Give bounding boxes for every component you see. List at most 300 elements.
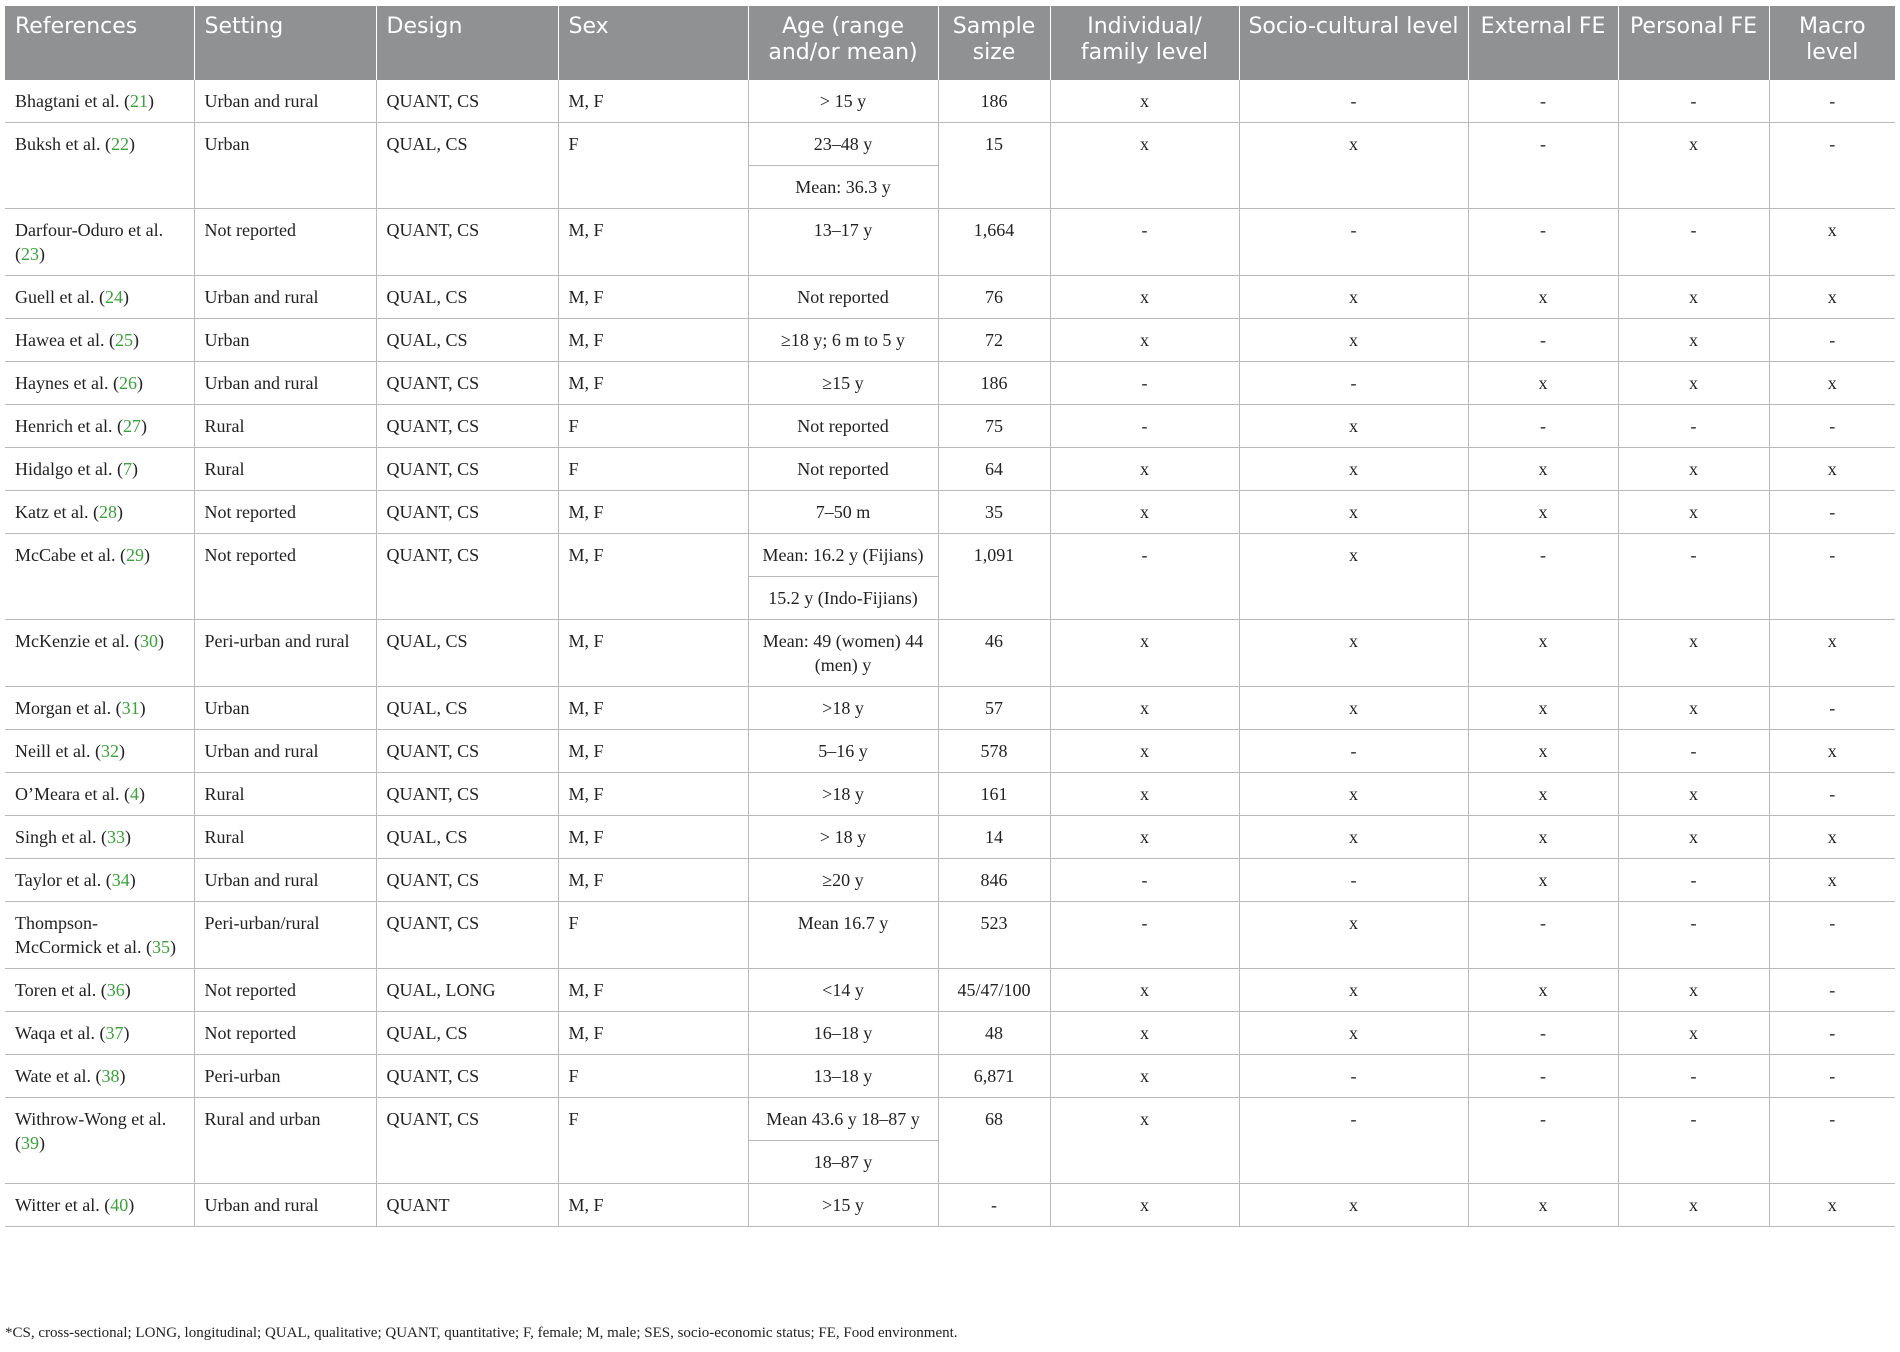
socio-cultural-level-cell: - [1239,1055,1468,1098]
table-row [5,448,1895,491]
sex-cell: F [558,123,748,209]
sex-cell: M, F [558,1012,748,1055]
personal-fe-cell: x [1618,276,1769,319]
personal-fe-cell: x [1618,1012,1769,1055]
sex-cell: M, F [558,491,748,534]
setting-cell: Rural [194,448,376,491]
sex-cell: F [558,405,748,448]
age-value: Mean 16.7 y [797,913,889,933]
setting-cell: Rural and urban [194,1098,376,1184]
sample-size-cell: 186 [938,80,1050,123]
personal-fe-cell: - [1618,80,1769,123]
sex-cell: M, F [558,319,748,362]
sex-cell: M, F [558,534,748,620]
individual-family-level-cell: x [1050,276,1239,319]
setting-cell: Urban [194,319,376,362]
table-row [5,80,1895,123]
table-row [5,1055,1895,1098]
reference-number-link[interactable]: 32 [100,741,119,761]
external-fe-cell: - [1468,902,1618,969]
reference-author: Waqa et al. [15,1023,96,1043]
macro-level-cell: x [1769,209,1895,276]
design-cell: QUANT, CS [376,405,558,448]
individual-family-level-cell: x [1050,448,1239,491]
reference-author: O’Meara et al. [15,784,120,804]
reference-author: Guell et al. [15,287,95,307]
reference-number-link[interactable]: 28 [98,502,117,522]
individual-family-level-cell: - [1050,209,1239,276]
age-value: >18 y [822,784,864,804]
table-container [5,6,1895,1227]
sample-size-cell: 68 [938,1098,1050,1184]
sample-size-cell: - [938,1184,1050,1227]
col-header-age: Age (range and/or mean) [748,6,938,80]
setting-cell: Not reported [194,209,376,276]
col-header-references: References [5,6,194,80]
socio-cultural-level-cell: - [1239,362,1468,405]
reference-number-link[interactable]: 35 [151,937,170,957]
reference-cell: Wate et al. (38) [5,1055,194,1098]
age-value: Mean: 36.3 y [749,165,938,208]
age-value: 13–18 y [813,1066,873,1086]
external-fe-cell: - [1468,1055,1618,1098]
design-cell: QUANT [376,1184,558,1227]
individual-family-level-cell: - [1050,362,1239,405]
design-cell: QUANT, CS [376,1098,558,1184]
age-value: Not reported [797,416,889,436]
external-fe-cell: - [1468,534,1618,620]
col-header-sample-size: Sample size [938,6,1050,80]
header-row [5,6,1895,80]
socio-cultural-level-cell: x [1239,687,1468,730]
personal-fe-cell: - [1618,730,1769,773]
external-fe-cell: x [1468,491,1618,534]
sample-size-cell: 15 [938,123,1050,209]
individual-family-level-cell: - [1050,534,1239,620]
reference-number-link[interactable]: 23 [21,244,39,264]
macro-level-cell: - [1769,319,1895,362]
socio-cultural-level-cell: x [1239,1184,1468,1227]
socio-cultural-level-cell: x [1239,773,1468,816]
external-fe-cell: x [1468,773,1618,816]
design-cell: QUAL, CS [376,687,558,730]
personal-fe-cell: x [1618,773,1769,816]
macro-level-cell: - [1769,123,1895,209]
reference-cell: Taylor et al. (34) [5,859,194,902]
table-row [5,319,1895,362]
reference-author: Singh et al. [15,827,97,847]
reference-cell: McCabe et al. (29) [5,534,194,620]
design-cell: QUAL, LONG [376,969,558,1012]
reference-author: Toren et al. [15,980,97,1000]
individual-family-level-cell: x [1050,1012,1239,1055]
age-cell [748,1098,938,1184]
reference-author: Hidalgo et al. [15,459,113,479]
age-value: 7–50 m [815,502,871,522]
individual-family-level-cell: - [1050,859,1239,902]
sex-cell: M, F [558,620,748,687]
socio-cultural-level-cell: x [1239,491,1468,534]
age-cell [748,687,938,730]
setting-cell: Urban [194,123,376,209]
col-header-design: Design [376,6,558,80]
sample-size-cell: 57 [938,687,1050,730]
external-fe-cell: - [1468,1098,1618,1184]
macro-level-cell: - [1769,773,1895,816]
socio-cultural-level-cell: x [1239,123,1468,209]
age-value: >18 y [822,698,864,718]
sample-size-cell: 75 [938,405,1050,448]
reference-author: Thompson-McCormick et al. [15,913,142,957]
table-row [5,209,1895,276]
personal-fe-cell: x [1618,816,1769,859]
reference-number-link[interactable]: 4 [129,784,139,804]
sample-size-cell: 45/47/100 [938,969,1050,1012]
sex-cell: M, F [558,773,748,816]
sex-cell: F [558,902,748,969]
reference-number-link[interactable]: 38 [101,1066,120,1086]
socio-cultural-level-cell: x [1239,902,1468,969]
personal-fe-cell: - [1618,405,1769,448]
table-row [5,620,1895,687]
socio-cultural-level-cell: - [1239,80,1468,123]
personal-fe-cell: - [1618,859,1769,902]
age-cell [748,1184,938,1227]
reference-author: Neill et al. [15,741,91,761]
age-value: Not reported [797,459,889,479]
external-fe-cell: - [1468,123,1618,209]
sex-cell: M, F [558,730,748,773]
macro-level-cell: x [1769,1184,1895,1227]
col-header-setting: Setting [194,6,376,80]
col-header-macro-level: Macro level [1769,6,1895,80]
macro-level-cell: - [1769,969,1895,1012]
table-body [5,80,1895,1227]
reference-number-link[interactable]: 34 [111,870,130,890]
reference-number-link[interactable]: 40 [110,1195,129,1215]
reference-author: McKenzie et al. [15,631,130,651]
personal-fe-cell: x [1618,491,1769,534]
reference-author: Bhagtani et al. [15,91,120,111]
individual-family-level-cell: x [1050,1055,1239,1098]
socio-cultural-level-cell: - [1239,859,1468,902]
design-cell: QUAL, CS [376,123,558,209]
table-row [5,816,1895,859]
macro-level-cell: - [1769,1098,1895,1184]
macro-level-cell: - [1769,902,1895,969]
reference-author: Hawea et al. [15,330,105,350]
individual-family-level-cell: x [1050,773,1239,816]
personal-fe-cell: - [1618,1098,1769,1184]
external-fe-cell: - [1468,405,1618,448]
individual-family-level-cell: x [1050,816,1239,859]
macro-level-cell: x [1769,362,1895,405]
sample-size-cell: 14 [938,816,1050,859]
reference-author: Morgan et al. [15,698,112,718]
sample-size-cell: 35 [938,491,1050,534]
socio-cultural-level-cell: x [1239,405,1468,448]
age-value: Mean: 49 (women) 44 (men) y [762,631,924,675]
design-cell: QUAL, CS [376,620,558,687]
macro-level-cell: - [1769,687,1895,730]
individual-family-level-cell: x [1050,969,1239,1012]
age-cell [748,859,938,902]
sample-size-cell: 1,091 [938,534,1050,620]
table-row [5,687,1895,730]
personal-fe-cell: x [1618,123,1769,209]
external-fe-cell: x [1468,448,1618,491]
macro-level-cell: x [1769,620,1895,687]
reference-cell: McKenzie et al. (30) [5,620,194,687]
reference-cell: Witter et al. (40) [5,1184,194,1227]
reference-author: Taylor et al. [15,870,102,890]
external-fe-cell: - [1468,1012,1618,1055]
col-header-personal-fe: Personal FE [1618,6,1769,80]
macro-level-cell: - [1769,491,1895,534]
age-value: ≥20 y [822,870,864,890]
reference-number-link[interactable]: 21 [129,91,148,111]
setting-cell: Urban and rural [194,362,376,405]
table-row [5,1098,1895,1184]
individual-family-level-cell: x [1050,80,1239,123]
design-cell: QUAL, CS [376,816,558,859]
reference-author: Wate et al. [15,1066,92,1086]
macro-level-cell: x [1769,730,1895,773]
external-fe-cell: x [1468,730,1618,773]
reference-author: Withrow-Wong et al. [15,1109,167,1129]
sex-cell: M, F [558,1184,748,1227]
socio-cultural-level-cell: x [1239,534,1468,620]
design-cell: QUANT, CS [376,730,558,773]
design-cell: QUAL, CS [376,1012,558,1055]
sample-size-cell: 846 [938,859,1050,902]
reference-cell: Katz et al. (28) [5,491,194,534]
age-value: 16–18 y [813,1023,873,1043]
individual-family-level-cell: x [1050,730,1239,773]
setting-cell: Urban [194,687,376,730]
setting-cell: Not reported [194,534,376,620]
external-fe-cell: - [1468,80,1618,123]
table-row [5,276,1895,319]
age-value: <14 y [822,980,864,1000]
external-fe-cell: - [1468,209,1618,276]
reference-author: Haynes et al. [15,373,109,393]
col-header-sex: Sex [558,6,748,80]
sex-cell: M, F [558,687,748,730]
personal-fe-cell: x [1618,362,1769,405]
sex-cell: M, F [558,209,748,276]
sex-cell: M, F [558,80,748,123]
reference-number-link[interactable]: 24 [104,287,123,307]
reference-author: Darfour-Oduro et al. [15,220,164,240]
design-cell: QUANT, CS [376,902,558,969]
reference-cell: Guell et al. (24) [5,276,194,319]
socio-cultural-level-cell: x [1239,276,1468,319]
macro-level-cell: x [1769,448,1895,491]
sample-size-cell: 186 [938,362,1050,405]
individual-family-level-cell: x [1050,123,1239,209]
macro-level-cell: x [1769,859,1895,902]
macro-level-cell: - [1769,1012,1895,1055]
age-value: ≥18 y; 6 m to 5 y [781,330,905,350]
reference-author: Witter et al. [15,1195,100,1215]
reference-number-link[interactable]: 29 [125,545,144,565]
sex-cell: F [558,1098,748,1184]
sample-size-cell: 76 [938,276,1050,319]
age-cell [748,448,938,491]
reference-author: Katz et al. [15,502,89,522]
table-row [5,773,1895,816]
reference-cell: Darfour-Oduro et al. (23) [5,209,194,276]
reference-number-link[interactable]: 22 [111,134,129,154]
reference-cell: Bhagtani et al. (21) [5,80,194,123]
design-cell: QUANT, CS [376,448,558,491]
reference-cell: Morgan et al. (31) [5,687,194,730]
reference-author: McCabe et al. [15,545,116,565]
col-header-external-fe: External FE [1468,6,1618,80]
external-fe-cell: x [1468,816,1618,859]
setting-cell: Not reported [194,491,376,534]
age-cell [748,362,938,405]
table-row [5,969,1895,1012]
socio-cultural-level-cell: x [1239,969,1468,1012]
socio-cultural-level-cell: - [1239,730,1468,773]
col-header-socio-cultural-level: Socio-cultural level [1239,6,1468,80]
design-cell: QUAL, CS [376,276,558,319]
age-value: 13–17 y [813,220,873,240]
age-cell [748,534,938,620]
reference-cell: Toren et al. (36) [5,969,194,1012]
individual-family-level-cell: x [1050,491,1239,534]
setting-cell: Urban and rural [194,1184,376,1227]
individual-family-level-cell: x [1050,319,1239,362]
reference-number-link[interactable]: 39 [21,1133,39,1153]
reference-number-link[interactable]: 27 [122,416,141,436]
reference-number-link[interactable]: 37 [105,1023,124,1043]
personal-fe-cell: x [1618,1184,1769,1227]
socio-cultural-level-cell: - [1239,209,1468,276]
personal-fe-cell: x [1618,687,1769,730]
sample-size-cell: 46 [938,620,1050,687]
external-fe-cell: x [1468,1184,1618,1227]
socio-cultural-level-cell: - [1239,1098,1468,1184]
setting-cell: Rural [194,773,376,816]
sample-size-cell: 64 [938,448,1050,491]
table-row [5,491,1895,534]
age-value: 18–87 y [749,1140,938,1183]
age-cell [748,773,938,816]
age-cell [748,209,938,276]
macro-level-cell: - [1769,80,1895,123]
sex-cell: M, F [558,276,748,319]
setting-cell: Urban and rural [194,859,376,902]
age-value: 5–16 y [818,741,868,761]
socio-cultural-level-cell: x [1239,1012,1468,1055]
reference-number-link[interactable]: 25 [114,330,133,350]
individual-family-level-cell: x [1050,1098,1239,1184]
design-cell: QUANT, CS [376,80,558,123]
table-row [5,859,1895,902]
socio-cultural-level-cell: x [1239,319,1468,362]
setting-cell: Urban and rural [194,80,376,123]
design-cell: QUANT, CS [376,209,558,276]
sample-size-cell: 161 [938,773,1050,816]
reference-number-link[interactable]: 31 [121,698,140,718]
design-cell: QUANT, CS [376,491,558,534]
age-cell [748,405,938,448]
design-cell: QUANT, CS [376,773,558,816]
reference-cell: Hawea et al. (25) [5,319,194,362]
reference-number-link[interactable]: 7 [122,459,132,479]
reference-number-link[interactable]: 26 [118,373,137,393]
age-cell [748,902,938,969]
individual-family-level-cell: - [1050,902,1239,969]
macro-level-cell: - [1769,1055,1895,1098]
macro-level-cell: x [1769,276,1895,319]
reference-cell: Henrich et al. (27) [5,405,194,448]
setting-cell: Urban and rural [194,730,376,773]
setting-cell: Peri-urban/rural [194,902,376,969]
macro-level-cell: x [1769,816,1895,859]
table-row [5,730,1895,773]
age-value: > 18 y [819,827,867,847]
reference-cell: Singh et al. (33) [5,816,194,859]
reference-author: Buksh et al. [15,134,101,154]
setting-cell: Rural [194,405,376,448]
personal-fe-cell: - [1618,534,1769,620]
age-value: ≥15 y [822,373,864,393]
reference-cell: Haynes et al. (26) [5,362,194,405]
personal-fe-cell: - [1618,209,1769,276]
setting-cell: Peri-urban [194,1055,376,1098]
table-row [5,362,1895,405]
personal-fe-cell: x [1618,319,1769,362]
sample-size-cell: 1,664 [938,209,1050,276]
reference-number-link[interactable]: 36 [106,980,125,1000]
sample-size-cell: 48 [938,1012,1050,1055]
reference-cell: Thompson-McCormick et al. (35) [5,902,194,969]
setting-cell: Not reported [194,1012,376,1055]
age-cell [748,276,938,319]
design-cell: QUANT, CS [376,1055,558,1098]
socio-cultural-level-cell: x [1239,448,1468,491]
age-cell [748,1055,938,1098]
macro-level-cell: - [1769,405,1895,448]
socio-cultural-level-cell: x [1239,620,1468,687]
studies-table [5,6,1895,1227]
reference-number-link[interactable]: 33 [107,827,125,847]
setting-cell: Rural [194,816,376,859]
external-fe-cell: - [1468,319,1618,362]
sex-cell: F [558,448,748,491]
reference-number-link[interactable]: 30 [139,631,158,651]
col-header-individual-family-level: Individual/ family level [1050,6,1239,80]
age-value: Not reported [797,287,889,307]
personal-fe-cell: - [1618,1055,1769,1098]
age-value: >15 y [822,1195,864,1215]
design-cell: QUANT, CS [376,362,558,405]
personal-fe-cell: x [1618,969,1769,1012]
sample-size-cell: 523 [938,902,1050,969]
setting-cell: Peri-urban and rural [194,620,376,687]
design-cell: QUAL, CS [376,319,558,362]
table-row [5,534,1895,620]
reference-cell: Hidalgo et al. (7) [5,448,194,491]
age-value: > 15 y [819,91,867,111]
sex-cell: M, F [558,969,748,1012]
socio-cultural-level-cell: x [1239,816,1468,859]
age-cell [748,491,938,534]
